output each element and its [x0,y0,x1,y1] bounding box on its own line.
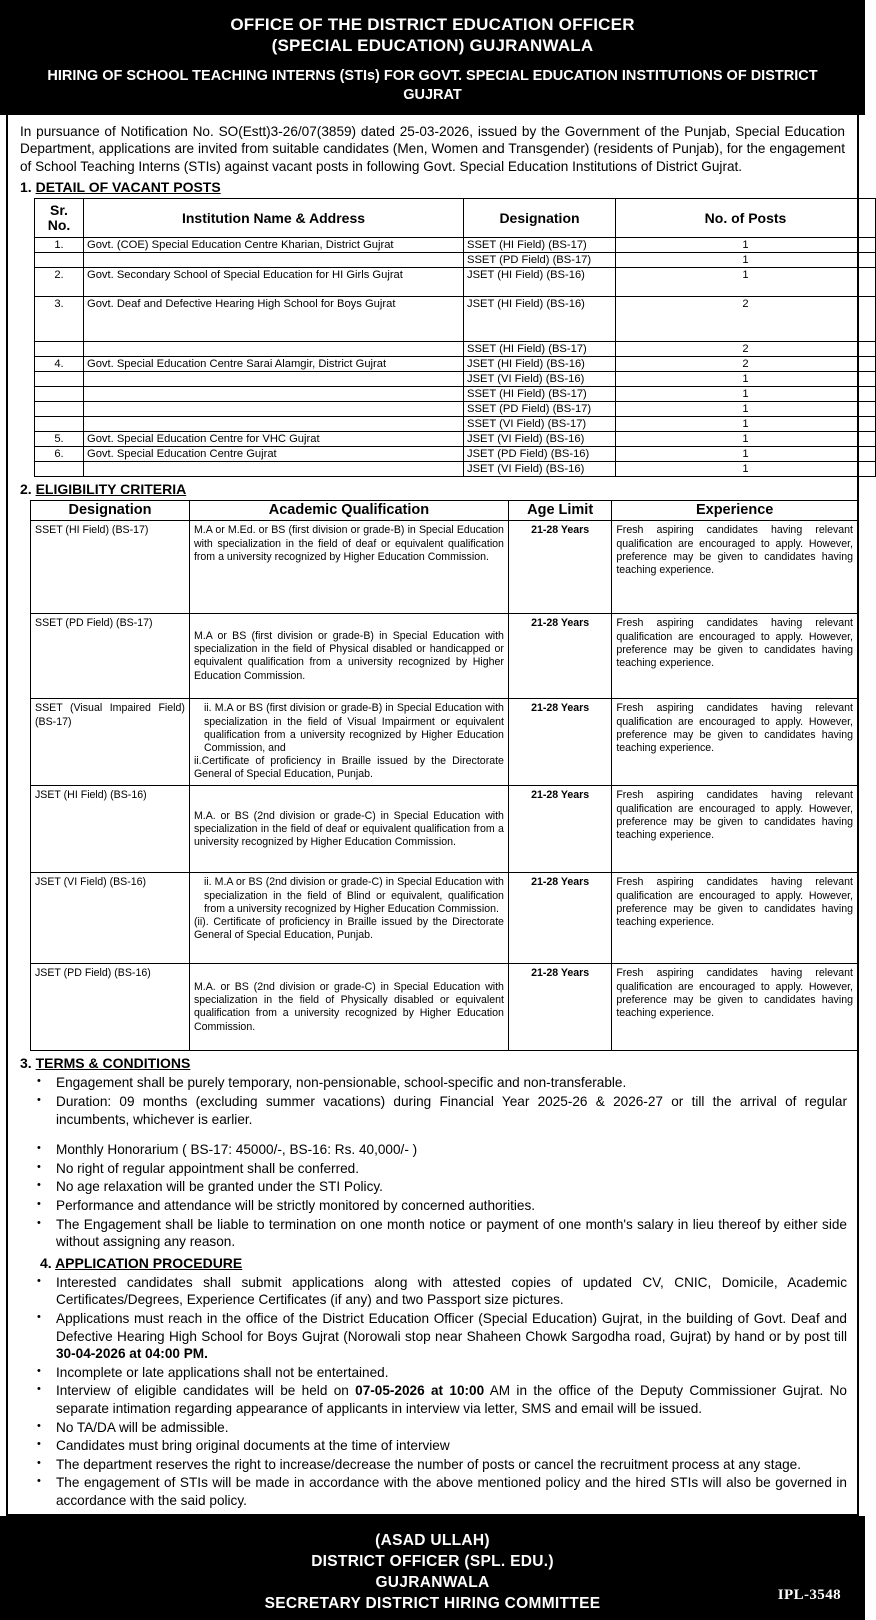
cell-age-limit: 21-28 Years [508,614,611,699]
section-heading-vacant-posts [20,179,847,195]
section-number-3: 3. [20,1055,32,1072]
cell-posts: 1 [616,238,876,253]
list-item: • No age relaxation will be granted under the STI Policy. [18,1178,847,1196]
cell-institution [84,372,464,387]
list-item: • No right of regular appointment shall be conferred. [18,1160,847,1178]
cell-designation: JSET (VI Field) (BS-16) [464,432,616,447]
interview-text: Interview of eligible candidates will be held on 07-05-2026 at 10:00 AM in the office of the Deputy Commissioner Gujrat. No separate intimation regarding appearance of applicants in interview via letter, SMS and email will be issued. [56,1383,847,1416]
table-row [35,253,876,268]
cell-posts: 1 [616,417,876,432]
table-row [31,786,858,873]
column-header-academic-qualification: Academic Qualification [189,501,508,521]
table-row [35,357,876,372]
document-footer [0,1516,865,1620]
highlighted-date: 30-04-2026 at 04:00 PM. [56,1346,208,1362]
section-title-2: ELIGIBILITY CRITERIA [35,481,187,498]
list-item: • Candidates must bring original documents at the time of interview [18,1437,847,1455]
cell-institution [84,387,464,402]
cell-experience: Fresh aspiring candidates having relevant qualification are encouraged to apply. However, preference may be given to candidates having teaching experience. [612,699,858,786]
cell-institution: Govt. Special Education Centre Gujrat [84,447,464,462]
section-heading-eligibility [20,481,847,497]
table-row [35,462,876,477]
cell-sr-no [35,342,84,357]
highlighted-date: 07-05-2026 at 10:00 [355,1383,485,1399]
table-row [35,342,876,357]
cell-sr-no: 5. [35,432,84,447]
office-title-line2: (SPECIAL EDUCATION) GUJRANWALA [271,36,594,55]
list-item: • The Engagement shall be liable to termination on one month notice or payment of one month's salary in lieu thereof by either side without assigning any reason. [18,1216,847,1251]
column-header-institution: Institution Name & Address [84,199,464,238]
cell-sr-no: 3. [35,297,84,342]
table-row [31,521,858,614]
cell-posts: 2 [616,357,876,372]
table-row [35,402,876,417]
cell-experience: Fresh aspiring candidates having relevant qualification are encouraged to apply. However, preference may be given to candidates having teaching experience. [612,964,858,1051]
cell-posts: 1 [616,372,876,387]
list-item: • No TA/DA will be admissible. [18,1419,847,1437]
list-item-deadline [18,1310,847,1363]
cell-designation: SSET (Visual Impaired Field) (BS-17) [31,699,190,786]
cell-designation: JSET (HI Field) (BS-16) [31,786,190,873]
cell-designation: SSET (HI Field) (BS-17) [464,238,616,253]
column-header-experience: Experience [612,501,858,521]
cell-age-limit: 21-28 Years [508,964,611,1051]
qualification-line-2: ii.Certificate of proficiency in Braille issued by the Directorate General of Special Education, Punjab. [193,755,504,781]
list-item: • Incomplete or late applications shall not be entertained. [18,1364,847,1382]
table-row [31,873,858,964]
signatory-designation: DISTRICT OFFICER (SPL. EDU.) [311,1553,554,1571]
document-body [6,115,859,1516]
cell-sr-no [35,417,84,432]
table-row [31,614,858,699]
cell-institution [84,342,464,357]
cell-qualification: M.A. or BS (2nd division or grade-C) in Special Education with specialization in the field of Physically disabled or equivalent qualification from a university recognized by Higher Education Commission. [189,964,508,1051]
cell-institution [84,402,464,417]
cell-institution [84,253,464,268]
cell-sr-no: 6. [35,447,84,462]
cell-posts: 2 [616,297,876,342]
cell-designation: JSET (PD Field) (BS-16) [464,447,616,462]
cell-posts: 1 [616,387,876,402]
list-item: • Performance and attendance will be strictly monitored by concerned authorities. [18,1197,847,1215]
cell-institution: Govt. Secondary School of Special Education for HI Girls Gujrat [84,268,464,297]
eligibility-header-row [31,501,858,521]
cell-posts: 1 [616,253,876,268]
section-heading-application [40,1255,847,1271]
list-item: • The engagement of STIs will be made in accordance with the above mentioned policy and the hired STIs will also be governed in accordance with the said policy. [18,1474,847,1509]
signatory-role: SECRETARY DISTRICT HIRING COMMITTEE [264,1595,601,1613]
qualification-line-2: (ii). Certificate of proficiency in Braille issued by the Directorate General of Special Education, Punjab. [193,916,504,942]
cell-designation: JSET (VI Field) (BS-16) [31,873,190,964]
list-item-interview [18,1382,847,1417]
cell-age-limit: 21-28 Years [508,699,611,786]
cell-age-limit: 21-28 Years [508,786,611,873]
section-heading-terms [20,1055,847,1071]
cell-institution: Govt. Special Education Centre for VHC Gujrat [84,432,464,447]
cell-posts: 2 [616,342,876,357]
section-title-1: DETAIL OF VACANT POSTS [35,179,221,196]
cell-age-limit: 21-28 Years [508,521,611,614]
vacant-posts-header-row [35,199,876,238]
cell-experience: Fresh aspiring candidates having relevant qualification are encouraged to apply. However, preference may be given to candidates having teaching experience. [612,786,858,873]
section-title-4: APPLICATION PROCEDURE [55,1254,243,1271]
cell-designation: SSET (HI Field) (BS-17) [464,342,616,357]
column-header-no-of-posts: No. of Posts [616,199,876,238]
cell-designation: SSET (VI Field) (BS-17) [464,417,616,432]
cell-experience: Fresh aspiring candidates having relevant qualification are encouraged to apply. However, preference may be given to candidates having teaching experience. [612,873,858,964]
signatory-city: GUJRANWALA [375,1574,490,1592]
cell-posts: 1 [616,268,876,297]
cell-age-limit: 21-28 Years [508,873,611,964]
cell-institution [84,417,464,432]
deadline-text: Applications must reach in the office of the District Education Officer (Special Education) Gujrat, in the building of Govt. Deaf and Defective Hearing High School for Boys Gujrat (Norowali stop near Shaheen Chowk Sargodha road, Gujrat) by hand or by post till 30-04-2026 at 04:00 PM. [56,1310,847,1362]
list-item: • The department reserves the right to increase/decrease the number of posts or cancel the recruitment process at any stage. [18,1456,847,1474]
qualification-line-1: ii. M.A or BS (first division or grade-B) in Special Education with specialization in the field of Visual Impairment or equivalent qualification from a university recognized by Higher Education Commission, and [203,702,504,755]
column-header-age-limit: Age Limit [508,501,611,521]
eligibility-criteria-table [30,500,858,1051]
cell-qualification [189,873,508,964]
list-item: • Monthly Honorarium ( BS-17: 45000/-, BS-16: Rs. 40,000/- ) [18,1141,847,1159]
cell-sr-no: 2. [35,268,84,297]
cell-experience: Fresh aspiring candidates having relevant qualification are encouraged to apply. However, preference may be given to candidates having teaching experience. [612,614,858,699]
sr-label-line1: Sr. [50,202,68,219]
cell-designation: SSET (PD Field) (BS-17) [31,614,190,699]
cell-qualification: M.A or BS (first division or grade-B) in Special Education with specialization in the field of Physical disabled or handicapped or equivalent qualification from a university recognized by Higher Education Commission. [189,614,508,699]
cell-qualification: M.A or M.Ed. or BS (first division or grade-B) in Special Education with specialization in the field of deaf or equivalent qualification from a university recognized by Higher Education Commission. [189,521,508,614]
cell-institution [84,462,464,477]
cell-designation: JSET (PD Field) (BS-16) [31,964,190,1051]
terms-conditions-list [18,1074,847,1250]
cell-designation: JSET (HI Field) (BS-16) [464,297,616,342]
cell-sr-no: 4. [35,357,84,372]
cell-institution: Govt. Special Education Centre Sarai Alamgir, District Gujrat [84,357,464,372]
section-number-1: 1. [20,179,32,196]
cell-designation: JSET (VI Field) (BS-16) [464,462,616,477]
vacant-posts-table [34,198,876,477]
application-procedure-list [18,1274,847,1510]
list-item: • Engagement shall be purely temporary, non-pensionable, school-specific and non-transferable. [18,1074,847,1092]
table-row [35,387,876,402]
cell-experience: Fresh aspiring candidates having relevant qualification are encouraged to apply. However, preference may be given to candidates having teaching experience. [612,521,858,614]
table-row [35,238,876,253]
table-row [35,417,876,432]
document-header [0,0,865,115]
column-header-designation: Designation [31,501,190,521]
table-row [31,699,858,786]
advertisement-subtitle: HIRING OF SCHOOL TEACHING INTERNS (STIs) FOR GOVT. SPECIAL EDUCATION INSTITUTIONS OF DISTRICT GUJRAT [47,68,818,103]
table-row [35,372,876,387]
cell-sr-no [35,387,84,402]
table-row [35,297,876,342]
sr-label-line2: No. [47,217,71,234]
signatory-name: (ASAD ULLAH) [375,1532,490,1550]
cell-designation: JSET (HI Field) (BS-16) [464,357,616,372]
table-row [35,268,876,297]
cell-sr-no [35,462,84,477]
cell-designation: JSET (HI Field) (BS-16) [464,268,616,297]
qualification-line-1: ii. M.A or BS (2nd division or grade-C) in Special Education with specialization in the field of Blind or equivalent, qualification from a university recognized by Higher Education Commission. [203,876,504,915]
cell-posts: 1 [616,432,876,447]
table-row [35,447,876,462]
cell-institution: Govt. Deaf and Defective Hearing High School for Boys Gujrat [84,297,464,342]
cell-sr-no [35,402,84,417]
reference-number: IPL-3548 [777,1587,841,1604]
section-title-3: TERMS & CONDITIONS [35,1055,191,1072]
office-title-line1: OFFICE OF THE DISTRICT EDUCATION OFFICER [230,15,635,34]
cell-posts: 1 [616,447,876,462]
section-number-4: 4. [40,1254,52,1271]
cell-sr-no [35,253,84,268]
section-number-2: 2. [20,481,32,498]
cell-posts: 1 [616,402,876,417]
table-row [35,432,876,447]
cell-sr-no: 1. [35,238,84,253]
column-header-sr-no [35,199,84,238]
cell-posts: 1 [616,462,876,477]
cell-designation: SSET (HI Field) (BS-17) [31,521,190,614]
cell-qualification: M.A. or BS (2nd division or grade-C) in Special Education with specialization in the field of deaf or equivalent qualification from a university recognized by Higher Education Commission. [189,786,508,873]
cell-designation: SSET (HI Field) (BS-17) [464,387,616,402]
cell-qualification [189,699,508,786]
cell-designation: SSET (PD Field) (BS-17) [464,402,616,417]
cell-sr-no [35,372,84,387]
intro-paragraph: In pursuance of Notification No. SO(Estt)3-26/07(3859) dated 25-03-2026, issued by the Government of the Punjab, Special Education Department, applications are invited from suitable candidates (Men, Women and Transgender) (residents of Punjab), for the engagement of School Teaching Interns (STIs) against vacant posts in following Govt. Special Education Institutions of District Gujrat. [20,124,845,174]
column-header-designation: Designation [464,199,616,238]
cell-designation: JSET (VI Field) (BS-16) [464,372,616,387]
list-item: • Duration: 09 months (excluding summer vacations) during Financial Year 2025-26 & 2026-27 or till the arrival of regular incumbents, whichever is earlier. [18,1093,847,1128]
cell-institution: Govt. (COE) Special Education Centre Kharian, District Gujrat [84,238,464,253]
list-item: • Interested candidates shall submit applications along with attested copies of updated CV, CNIC, Domicile, Academic Certificates/Degrees, Experience Certificates (if any) and two Passport size pictures. [18,1274,847,1309]
table-row [31,964,858,1051]
cell-designation: SSET (PD Field) (BS-17) [464,253,616,268]
